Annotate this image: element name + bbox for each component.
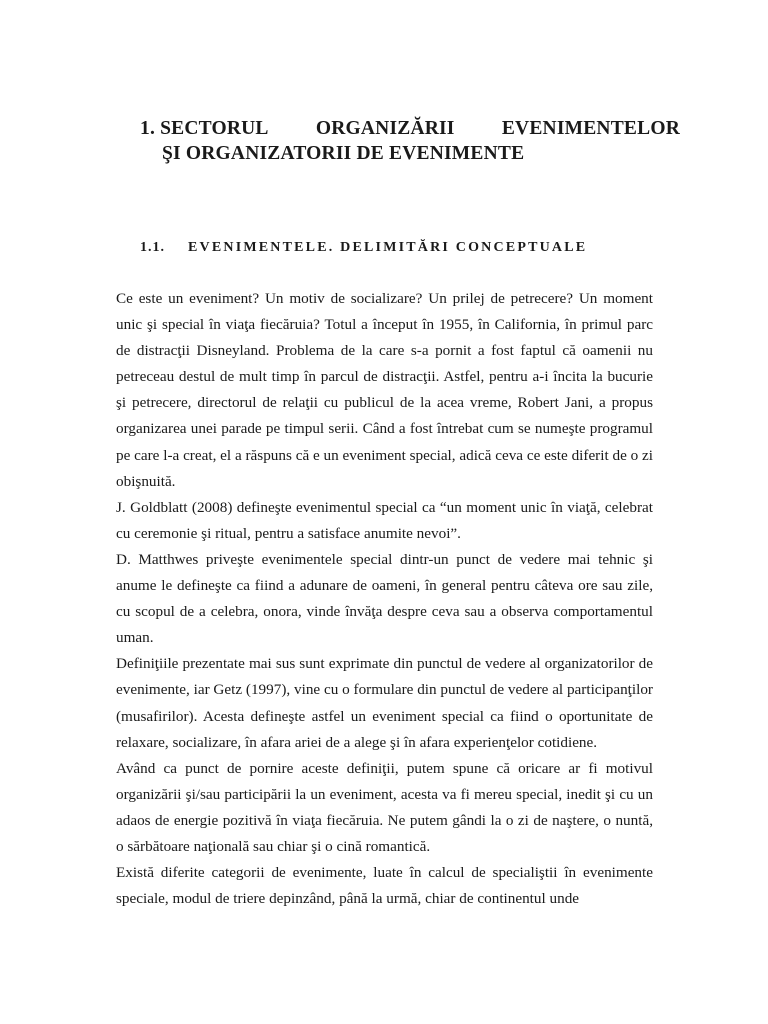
paragraph-6: Există diferite categorii de evenimente, luate în calcul de specialiştii în evenimente speciale, modul de triere depinzând, până la urmă, chiar de continentul unde <box>116 864 653 908</box>
chapter-title-line-2: ŞI ORGANIZATORII DE EVENIMENTE <box>162 143 525 164</box>
section-title: EVENIMENTELE. DELIMITĂRI CONCEPTUALE <box>188 240 588 255</box>
paragraph-2: J. Goldblatt (2008) defineşte evenimentul special ca “un moment unic în viaţă, celebrat cu ceremonie şi ritual, pentru a satisface anumite nevoi”. <box>116 498 653 542</box>
chapter-title-word-3: EVENIMENTELOR <box>501 118 680 139</box>
chapter-title-word <box>140 116 269 141</box>
body-text <box>116 286 653 912</box>
paragraph-1: Ce este un eveniment? Un motiv de socializare? Un prilej de petrecere? Un moment unic şi special în viaţa fiecăruia? Totul a început în 1955, în California, în primul parc de distracţii Disneyland. Problema de la care s-a pornit a fost faptul că oamenii nu petreceau destul de mult timp în parcul de distracţii. Astfel, pentru a-i încita la bucurie şi petrecere, directorul de relaţii cu publicul de la acea vreme, Robert Jani, a propus organizarea unei parade pe timpul serii. Când a fost întrebat cum se numeşte programul pe care l-a creat, el a răspuns că e un eveniment special, adică ceva ce este diferit de o zi obişnuită. <box>116 290 653 490</box>
chapter-title-line-1 <box>140 116 680 141</box>
section-heading <box>140 240 660 256</box>
section-number: 1.1. <box>140 240 165 255</box>
paragraph-3: D. Matthwes priveşte evenimentele special dintr-un punct de vedere mai tehnic şi anume le defineşte ca fiind a adunare de oameni, în general pentru câteva ore sau zile, cu scopul de a celebra, onora, vinde învăţa despre ceva sau a observa comportamentul uman. <box>116 550 653 647</box>
chapter-title-word-2: ORGANIZĂRII <box>315 118 455 139</box>
paragraph-5: Având ca punct de pornire aceste definiţii, putem spune că oricare ar fi motivul organizării şi/sau participării la un eveniment, acesta va fi mereu special, inedit şi cu un adaos de energie pozitivă în viaţa fiecăruia. Ne putem gândi la o zi de naştere, o nuntă, o sărbătoare naţională sau chiar şi o cină romantică. <box>116 759 653 855</box>
paragraph-4: Definiţiile prezentate mai sus sunt exprimate din punctul de vedere al organizatorilor de evenimente, iar Getz (1997), vine cu o formulare din punctul de vedere al participanţilor (musafirilor). Acesta defineşte astfel un eveniment special ca fiind o oportunitate de relaxare, socializare, în afara ariei de a alege şi în afara experienţelor cotidiene. <box>116 655 653 751</box>
chapter-title-word-1: SECTORUL <box>160 118 269 139</box>
chapter-number: 1. <box>140 118 156 139</box>
chapter-title <box>140 116 680 166</box>
